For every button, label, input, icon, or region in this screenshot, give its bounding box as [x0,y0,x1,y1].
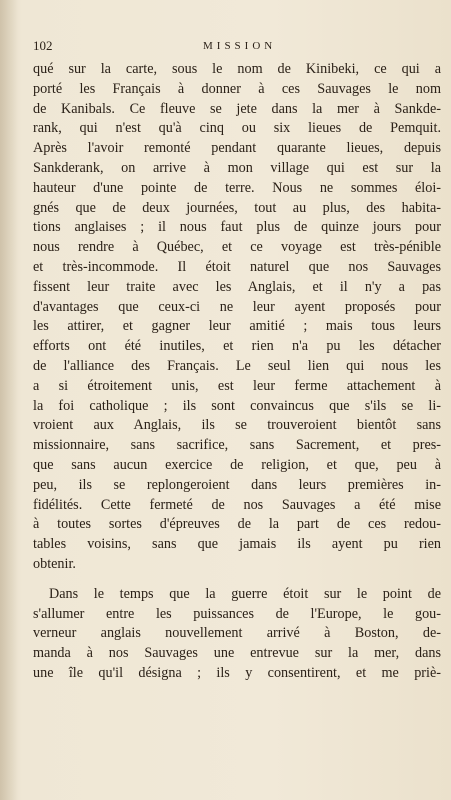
text-line: à toutes sortes d'épreuves de la part de ces redou- [33,516,441,533]
paragraph-2 [33,585,441,684]
text-line: et très-incommode. Il étoit naturel que nos Sauvages [33,258,441,275]
text-line: la foi catholique ; ils sont convaincus que s'ils se li- [33,397,441,414]
text-line: Après l'avoir remonté pendant quarante lieues, depuis [33,140,441,157]
text-line: peu, ils se replongeroient dans leurs premières in- [33,476,441,493]
text-line: efforts ont été inutiles, et rien n'a pu les détacher [33,338,441,355]
text-line: de l'alliance des Français. Le seul lien qui nous les [33,357,441,374]
text-line: une île qu'il désigna ; ils y consentirent, et me priè- [33,664,441,681]
text-line: que sans aucun exercice de religion, et que, peu à [33,456,441,473]
text-line: verneur anglais nouvellement arrivé à Boston, de- [33,625,441,642]
body-text [33,60,441,684]
text-line: Sankderank, on arrive à mon village qui est sur la [33,159,441,176]
text-line: tables voisins, sans que jamais ils ayent pu rien [33,536,441,553]
text-line: fidélités. Cette fermeté de nos Sauvages a été mise [33,496,441,513]
page-number: 102 [33,38,53,53]
text-line: hauteur d'une pointe de terre. Nous ne sommes éloi- [33,179,441,196]
text-line: a si étroitement unis, est leur ferme attachement à [33,377,441,394]
text-line: porté les Français à donner à ces Sauvages le nom [33,80,441,97]
text-line: Dans le temps que la guerre étoit sur le point de [49,585,441,602]
paragraph-spacer [33,575,441,585]
text-line: s'allumer entre les puissances de l'Europe, le gou- [33,605,441,622]
text-line: obtenir. [33,555,76,572]
text-line: missionnaire, sans sacrifice, sans Sacrement, et pres- [33,437,441,454]
paragraph-1 [33,60,441,575]
running-title: MISSION [203,40,277,52]
text-line: nous rendre à Québec, et ce voyage est très-pénible [33,239,441,256]
text-line: tions anglaises ; il nous faut plus de quinze jours pour [33,219,441,236]
text-line: fissent leur traite avec les Anglais, et il n'y a pas [33,278,441,295]
text-line: gnés que de deux journées, tout au plus, des habita- [33,199,441,216]
text-line: les attirer, et gagner leur amitié ; mais tous leurs [33,318,441,335]
text-line: rank, qui n'est qu'à cinq ou six lieues de Pemquit. [33,120,441,137]
page-gutter-shadow [0,0,18,800]
text-line: manda à nos Sauvages une entrevue sur la mer, dans [33,645,441,662]
text-line: qué sur la carte, sous le nom de Kinibeki, ce qui a [33,61,441,77]
text-line: vroient aux Anglais, ils se trouveroient bientôt sans [33,417,441,434]
text-line: d'avantages que ceux-ci ne leur ayent proposés pour [33,298,441,315]
running-head [33,38,429,60]
text-line: de Kanibals. Ce fleuve se jete dans la mer à Sankde- [33,100,441,117]
